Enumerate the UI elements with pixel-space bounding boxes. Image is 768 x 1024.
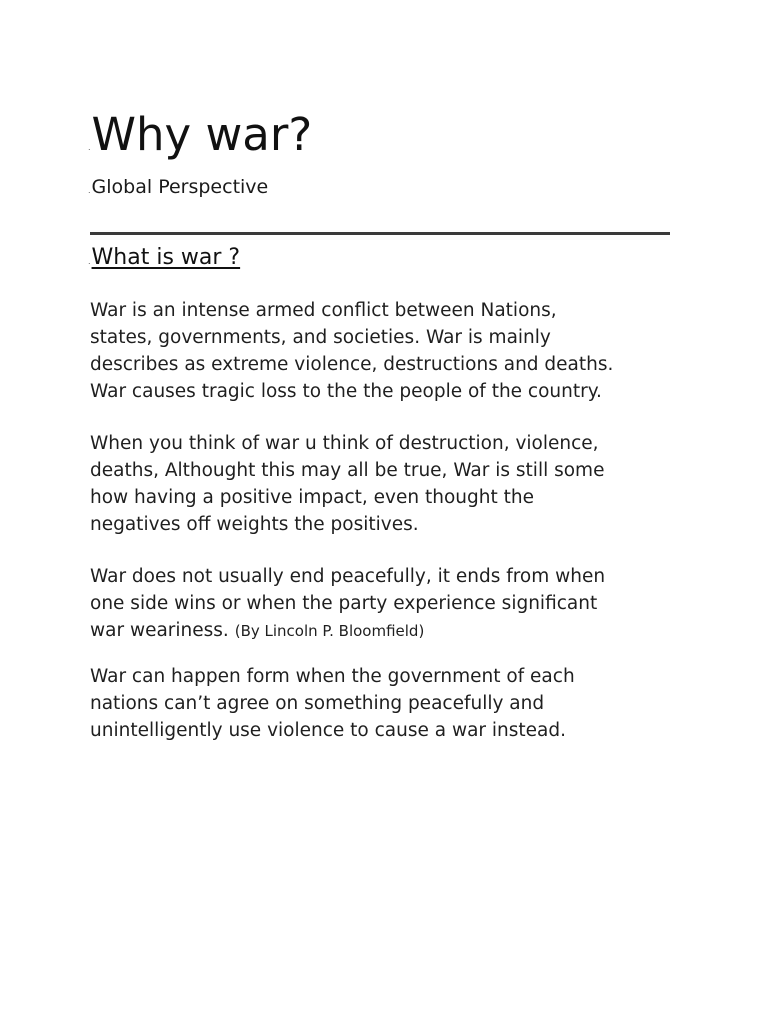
heading-marker: . — [88, 257, 91, 266]
paragraph-line: War can happen form when the government of each — [90, 666, 575, 687]
paragraph-impact — [90, 430, 690, 538]
paragraph-line: nations can’t agree on something peacefully and — [90, 693, 545, 714]
title-marker: . — [88, 143, 91, 152]
section-heading — [88, 245, 240, 270]
paragraph-line: War does not usually end peacefully, it ends from when — [90, 566, 606, 587]
paragraph-line: describes as extreme violence, destructions and deaths. — [90, 354, 614, 375]
page-subtitle — [88, 176, 268, 198]
page-title — [88, 110, 312, 160]
paragraph-line: states, governments, and societies. War is mainly — [90, 327, 551, 348]
horizontal-divider — [90, 232, 670, 235]
section-heading-text: What is war ? — [91, 245, 241, 270]
paragraph-line: War is an intense armed conflict between Nations, — [90, 300, 557, 321]
paragraph-line: When you think of war u think of destruction, violence, — [90, 433, 599, 454]
paragraph-definition — [90, 297, 690, 405]
paragraph-line: War causes tragic loss to the the people of the country. — [90, 381, 602, 402]
subtitle-marker: . — [88, 186, 91, 195]
paragraph-line: deaths, Althought this may all be true, War is still some — [90, 460, 605, 481]
paragraph-line: negatives off weights the positives. — [90, 514, 419, 535]
paragraph-causes — [90, 663, 690, 744]
paragraph-ending — [90, 563, 690, 645]
paragraph-line: one side wins or when the party experience significant — [90, 593, 598, 614]
paragraph-line: how having a positive impact, even thought the — [90, 487, 534, 508]
page-title-text: Why war? — [91, 108, 313, 161]
paragraph-line: unintelligently use violence to cause a war instead. — [90, 720, 567, 741]
paragraph-line: war weariness. — [90, 620, 229, 641]
citation: (By Lincoln P. Bloomfield) — [234, 622, 425, 640]
page-subtitle-text: Global Perspective — [91, 176, 269, 198]
